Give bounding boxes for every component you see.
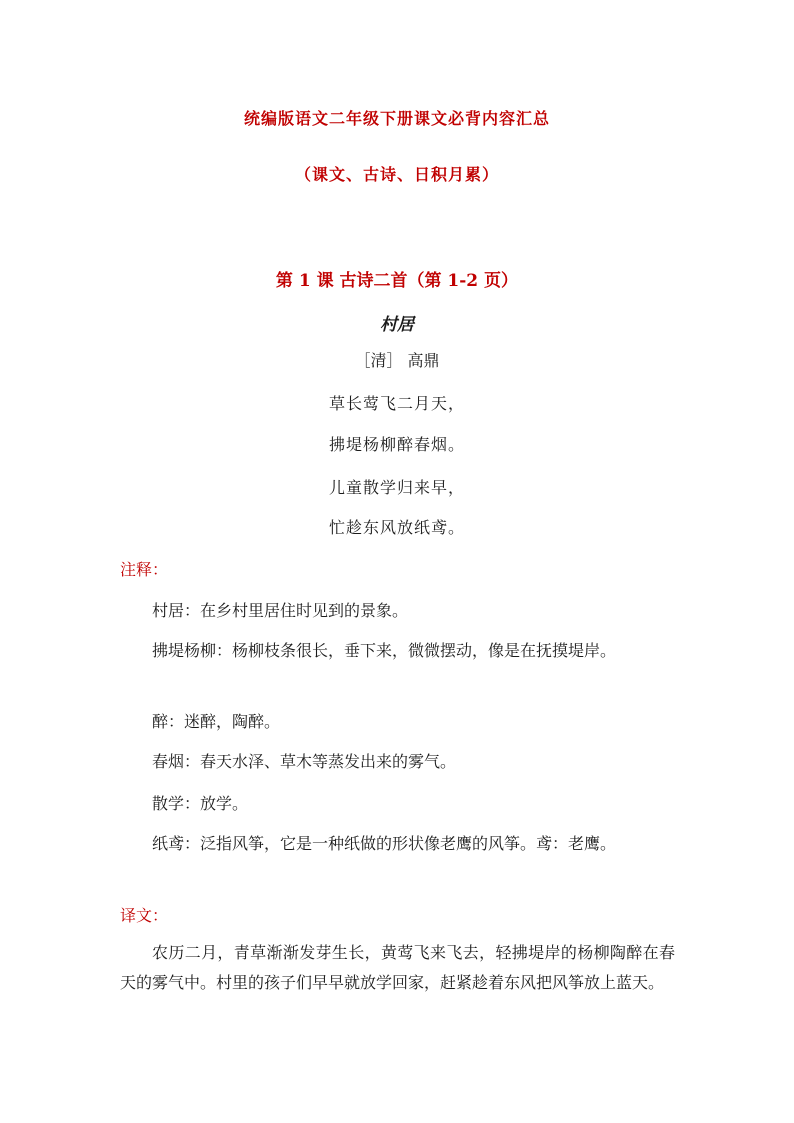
- poem-line: 拂堤杨柳醉春烟。: [328, 435, 465, 454]
- poem-line: 草长莺飞二月天，: [328, 394, 465, 413]
- poem-author: ［清］ 高鼎: [354, 351, 440, 370]
- poem-line: 儿童散学归来早，: [328, 478, 465, 497]
- note-item: 散学：放学。: [152, 794, 249, 813]
- poem-line: 忙趁东风放纸鸢。: [328, 518, 465, 537]
- note-item: 醉：迷醉，陶醉。: [152, 712, 281, 731]
- poem-title: 村居: [380, 315, 414, 335]
- notes-label: 注释：: [120, 560, 169, 579]
- lesson-heading: 第 1 课 古诗二首（第 1-2 页）: [275, 271, 519, 291]
- note-item: 春烟：春天水泽、草木等蒸发出来的雾气。: [152, 752, 457, 771]
- translation-text: 农历二月，青草渐渐发芽生长，黄莺飞来飞去，轻拂堤岸的杨柳陶醉在春天的雾气中。村里的孩子们早早就放学回家，赶紧趁着东风把风筝放上蓝天。: [120, 943, 675, 992]
- document-subtitle: （课文、古诗、日积月累）: [294, 165, 499, 184]
- note-item: 村居：在乡村里居住时见到的景象。: [152, 601, 409, 620]
- translation-label: 译文：: [120, 906, 169, 925]
- document-title: 统编版语文二年级下册课文必背内容汇总: [243, 109, 550, 128]
- note-item: 拂堤杨柳：杨柳枝条很长，垂下来，微微摆动，像是在抚摸堤岸。: [152, 641, 617, 660]
- note-item: 纸鸢：泛指风筝，它是一种纸做的形状像老鹰的风筝。鸢：老鹰。: [152, 834, 617, 853]
